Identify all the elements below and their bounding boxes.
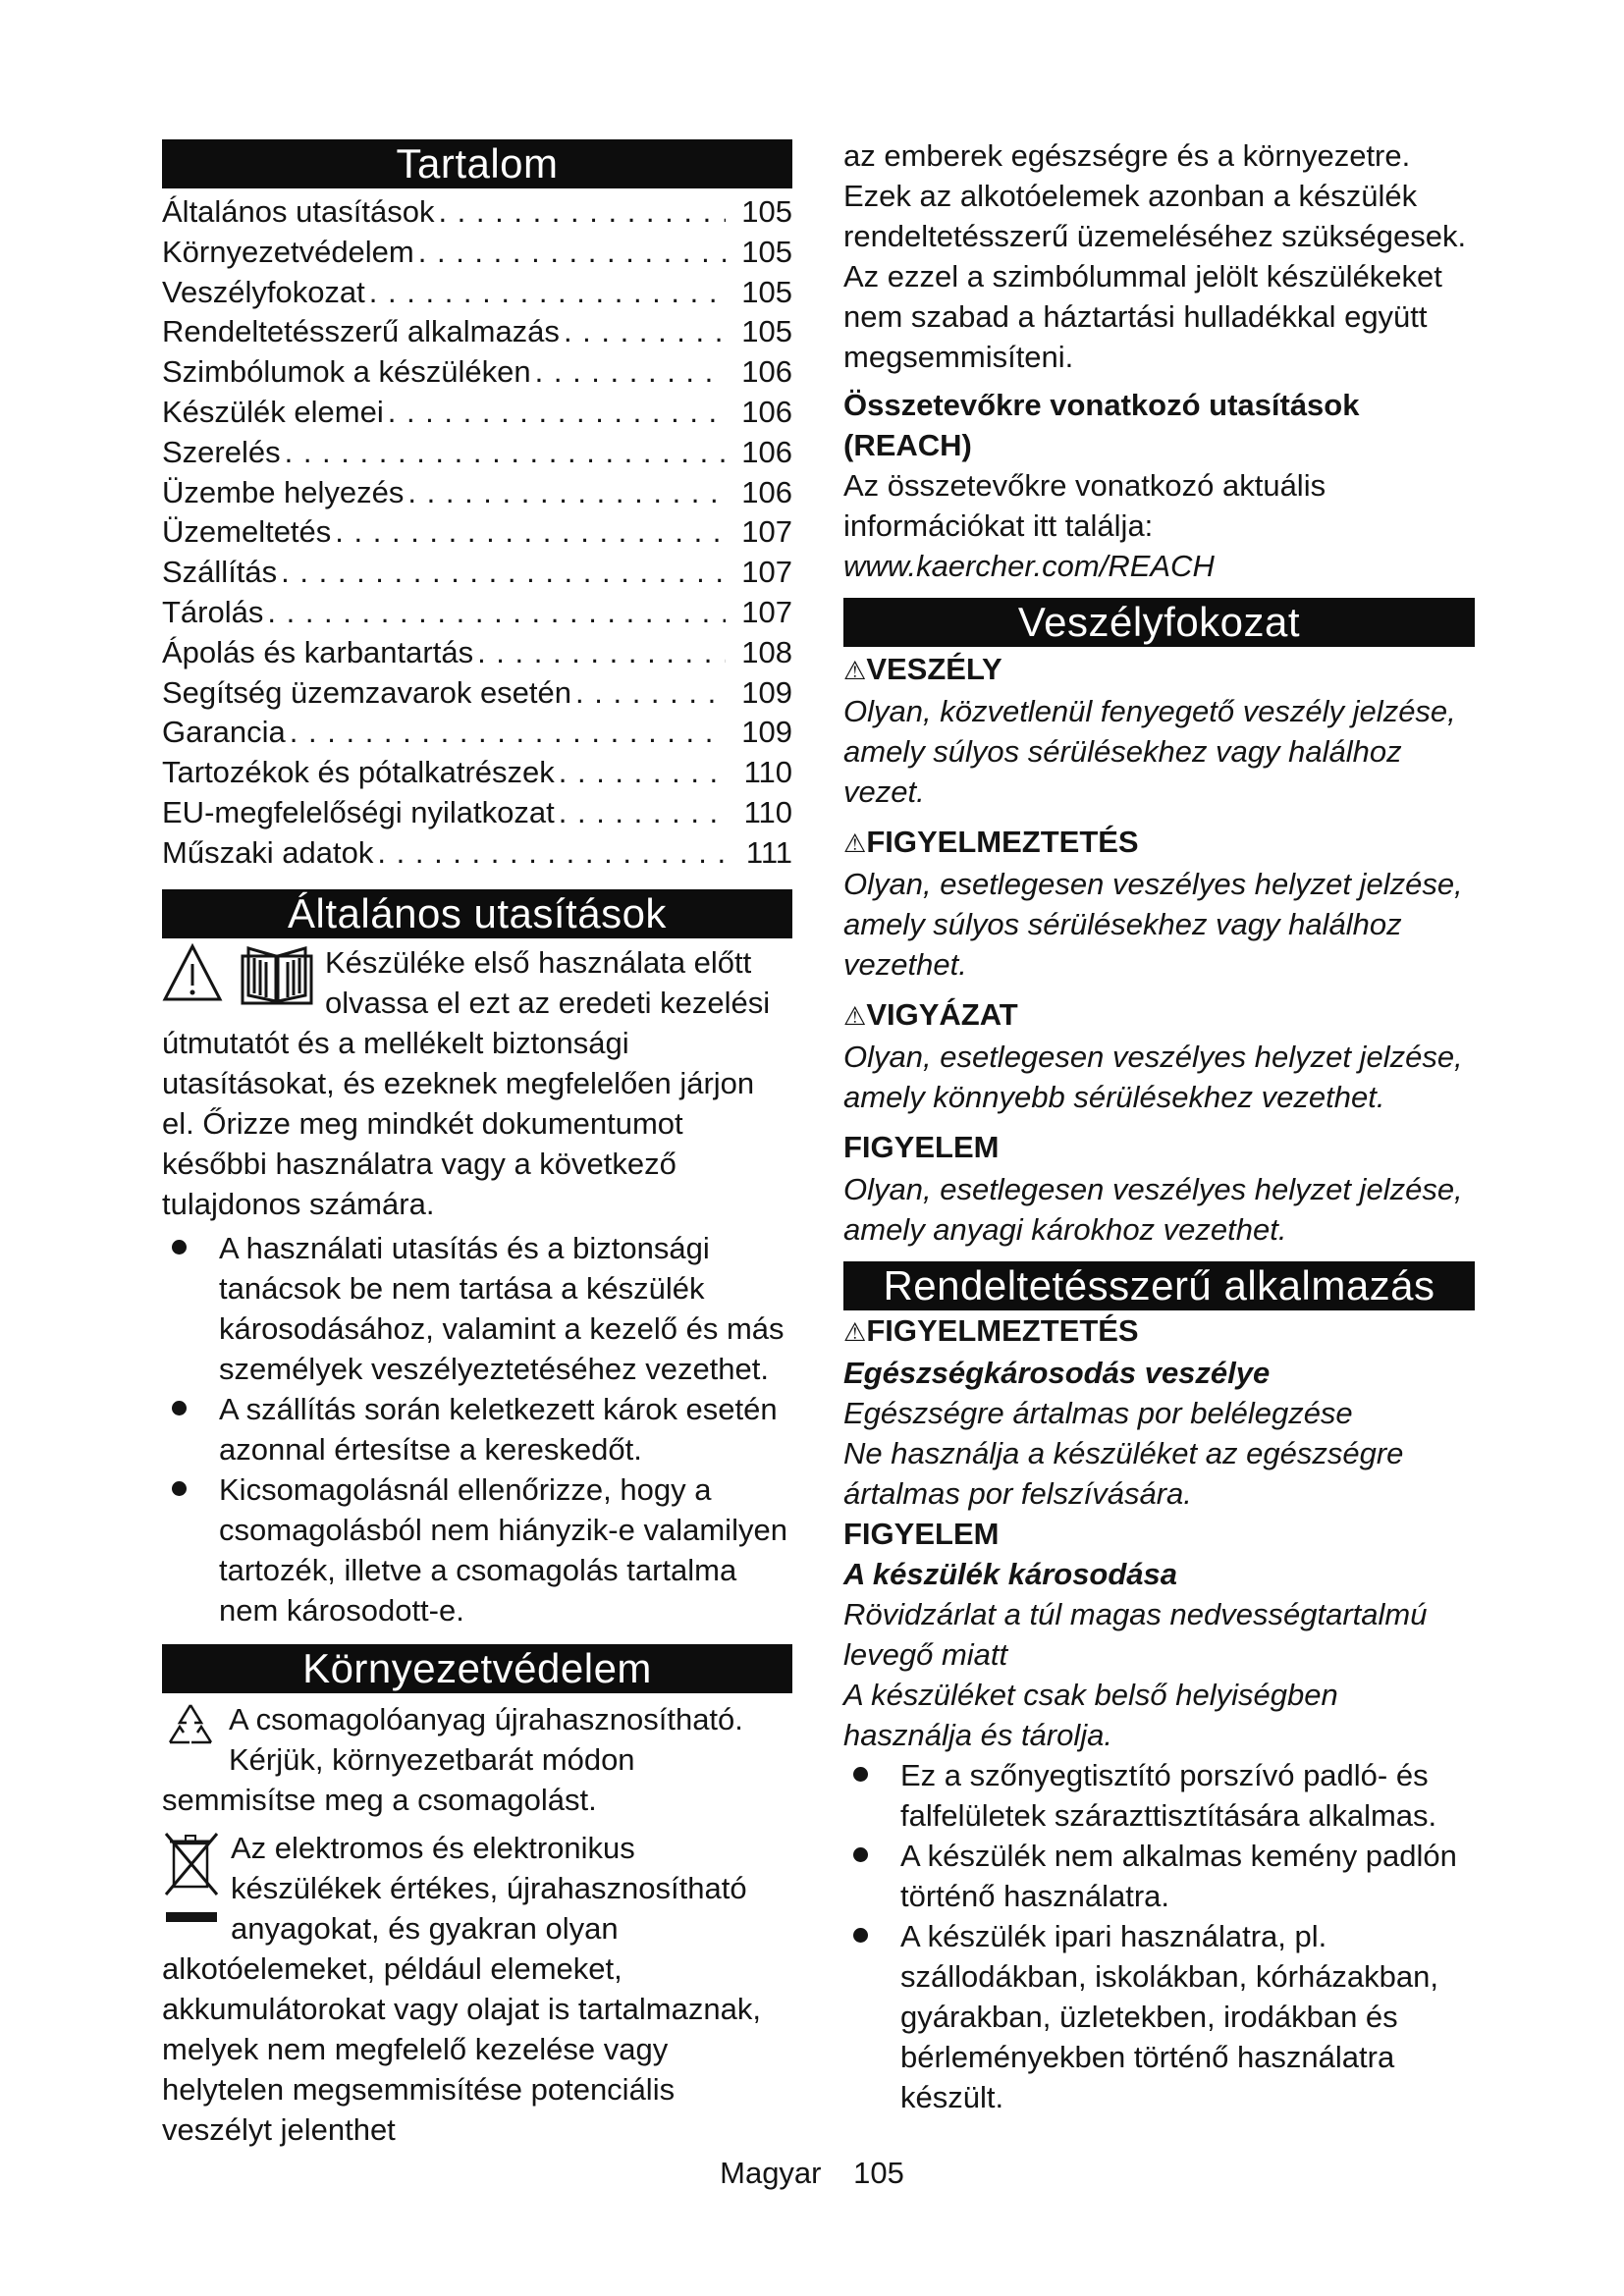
toc-leader-dots	[535, 352, 726, 393]
toc-entry-label: Tartozékok és pótalkatrészek	[162, 755, 555, 790]
toc-leader-dots	[564, 312, 726, 352]
toc-entry-label: Ápolás és karbantartás	[162, 634, 474, 669]
toc-heading: Tartalom	[162, 139, 792, 188]
bullet-item: A készülék ipari használatra, pl. szállodákban, iskolákban, kórházakban, gyárakban, üzletekben, irodákban és bérleményekben történő használatra készült.	[843, 1916, 1475, 2117]
left-column	[162, 139, 792, 2150]
toc-entry-label: Készülék elemei	[162, 394, 384, 429]
toc-entry[interactable]	[162, 393, 792, 433]
crossed-bin-icon	[162, 1828, 221, 1926]
intended-use-heading: Rendeltetésszerű alkalmazás	[843, 1261, 1475, 1310]
toc-leader-dots	[438, 192, 726, 233]
environment-heading: Környezetvédelem	[162, 1644, 792, 1693]
toc-entry[interactable]	[162, 233, 792, 273]
toc-entry-page: 109	[741, 715, 792, 750]
intended-notice-title: FIGYELEM	[843, 1517, 1000, 1551]
hazard-level-title: FIGYELEM	[843, 1130, 1000, 1164]
footer-page-number: 105	[853, 2156, 904, 2190]
intended-warning-title: ⚠FIGYELMEZTETÉS	[843, 1313, 1139, 1348]
intended-warning-line2: Ne használja a készüléket az egészségre ártalmas por felszívására.	[843, 1436, 1404, 1511]
toc-entry[interactable]	[162, 192, 792, 233]
hazard-level	[843, 994, 1475, 1117]
recycle-block	[162, 1699, 792, 1820]
toc-list	[162, 192, 792, 874]
toc-entry[interactable]	[162, 512, 792, 553]
toc-entry-label: Üzembe helyezés	[162, 474, 405, 509]
footer-language: Magyar	[720, 2156, 822, 2190]
warning-triangle-icon: ⚠	[843, 828, 867, 858]
toc-entry-label: Szimbólumok a készüléken	[162, 354, 531, 390]
intended-warning-line1: Egészségre ártalmas por belélegzése	[843, 1396, 1353, 1430]
warning-triangle-icon: ⚠	[843, 1317, 867, 1347]
toc-leader-dots	[559, 753, 726, 793]
toc-entry[interactable]	[162, 312, 792, 352]
toc-entry-page: 105	[741, 194, 792, 229]
hazard-level-text: Olyan, közvetlenül fenyegető veszély jelzése, amely súlyos sérülésekhez vagy halálhoz vezet.	[843, 694, 1456, 809]
warning-triangle-icon: ⚠	[843, 656, 867, 685]
toc-entry[interactable]	[162, 793, 792, 833]
toc-entry-label: Műszaki adatok	[162, 834, 374, 870]
toc-entry-page: 110	[743, 794, 792, 829]
right-column	[843, 135, 1475, 2117]
intended-warning-subtitle: Egészségkárosodás veszélye	[843, 1356, 1271, 1390]
toc-leader-dots	[388, 393, 726, 433]
toc-entry[interactable]	[162, 673, 792, 714]
hazard-level-text: Olyan, esetlegesen veszélyes helyzet jelzése, amely súlyos sérülésekhez vagy halálhoz vezethet.	[843, 867, 1463, 982]
toc-entry-label: Tárolás	[162, 594, 264, 629]
toc-leader-dots	[290, 713, 726, 753]
toc-entry-page: 111	[745, 834, 792, 870]
hazard-heading: Veszélyfokozat	[843, 598, 1475, 647]
toc-entry-page: 106	[741, 474, 792, 509]
toc-entry[interactable]	[162, 352, 792, 393]
general-intro-block	[162, 942, 792, 1224]
toc-entry[interactable]	[162, 633, 792, 673]
toc-entry[interactable]	[162, 273, 792, 313]
toc-leader-dots	[377, 833, 726, 874]
toc-entry-label: Garancia	[162, 715, 286, 750]
toc-entry[interactable]	[162, 713, 792, 753]
toc-entry[interactable]	[162, 433, 792, 473]
toc-leader-dots	[575, 673, 726, 714]
toc-leader-dots	[418, 233, 726, 273]
toc-entry[interactable]	[162, 473, 792, 513]
weee-text-left: Az elektromos és elektronikus készülékek értékes, újrahasznosítható anyagokat, és gyakran olyan alkotóelemeket, például elemeket, akkumulátorokat vagy olajat is tartalmaznak, melyek nem megfelelő kezelése vagy helytelen megsemmisítése potenciális veszélyt jelenthet	[162, 1830, 761, 2147]
toc-entry[interactable]	[162, 593, 792, 633]
general-intro-text: Készüléke első használata előtt olvassa el ezt az eredeti kezelési útmutatót és a mellékelt biztonsági utasításokat, és ezeknek megfelelően járjon el. Őrizze meg mindkét dokumentumot későbbi használatra vagy a következő tulajdonos számára.	[162, 944, 771, 1221]
toc-entry-page: 109	[741, 674, 792, 710]
warning-triangle-icon	[162, 942, 223, 1003]
recycle-text: A csomagolóanyag újrahasznosítható. Kérjük, környezetbarát módon semmisítse meg a csomagolást.	[162, 1701, 743, 1817]
reach-text: Az összetevőkre vonatkozó aktuális információkat itt találja:	[843, 468, 1326, 543]
bullet-item: A használati utasítás és a biztonsági tanácsok be nem tartása a készülék károsodásához, valamint a kezelő és más személyek veszélyeztetéséhez vezethet.	[162, 1228, 792, 1389]
intended-notice-line2: A készüléket csak belső helyiségben használja és tárolja.	[843, 1678, 1338, 1752]
hazard-level-title: ⚠VESZÉLY	[843, 652, 1002, 686]
toc-entry-page: 105	[741, 274, 792, 309]
toc-leader-dots	[407, 473, 726, 513]
toc-entry-label: Segítség üzemzavarok esetén	[162, 674, 572, 710]
toc-leader-dots	[281, 553, 726, 593]
toc-leader-dots	[477, 633, 726, 673]
reach-title: Összetevőkre vonatkozó utasítások (REACH)	[843, 388, 1360, 462]
toc-entry[interactable]	[162, 553, 792, 593]
toc-entry[interactable]	[162, 753, 792, 793]
toc-entry-label: EU-megfelelőségi nyilatkozat	[162, 794, 555, 829]
toc-entry-label: Rendeltetésszerű alkalmazás	[162, 314, 560, 349]
general-heading: Általános utasítások	[162, 889, 792, 938]
toc-entry-page: 110	[743, 755, 792, 790]
toc-entry-label: Szállítás	[162, 555, 278, 590]
hazard-level	[843, 822, 1475, 985]
bullet-item: Ez a szőnyegtisztító porszívó padló- és falfelületek szárazttisztítására alkalmas.	[843, 1755, 1475, 1836]
hazard-level-text: Olyan, esetlegesen veszélyes helyzet jelzése, amely könnyebb sérülésekhez vezethet.	[843, 1040, 1463, 1114]
toc-entry-page: 106	[741, 394, 792, 429]
toc-entry-label: Környezetvédelem	[162, 234, 414, 269]
toc-entry-page: 107	[741, 594, 792, 629]
toc-entry-page: 105	[741, 234, 792, 269]
toc-entry-page: 106	[741, 434, 792, 469]
hazard-level	[843, 649, 1475, 812]
bullet-item: Kicsomagolásnál ellenőrizze, hogy a csomagolásból nem hiányzik-e valamilyen tartozék, illetve a csomagolás tartalma nem károsodott-e.	[162, 1469, 792, 1630]
weee-text-right: az emberek egészségre és a környezetre. Ezek az alkotóelemek azonban a készülék rendeltetésszerű üzemeléséhez szükségesek. Az ezzel a szimbólummal jelölt készülékeket nem szabad a háztartási hulladékkal együtt megsemmisíteni.	[843, 138, 1467, 374]
toc-entry-label: Szerelés	[162, 434, 281, 469]
reach-paragraph	[843, 465, 1475, 586]
reach-link[interactable]: www.kaercher.com/REACH	[843, 549, 1215, 583]
toc-leader-dots	[559, 793, 726, 833]
page-footer	[0, 2156, 1624, 2191]
bullet-item: A szállítás során keletkezett károk esetén azonnal értesítse a kereskedőt.	[162, 1389, 792, 1469]
toc-entry-label: Veszélyfokozat	[162, 274, 365, 309]
intended-notice-line1: Rövidzárlat a túl magas nedvességtartalmú levegő miatt	[843, 1597, 1428, 1672]
manual-book-icon	[239, 942, 315, 1007]
hazard-level-title: ⚠FIGYELMEZTETÉS	[843, 825, 1139, 859]
toc-entry-page: 107	[741, 555, 792, 590]
toc-entry-page: 105	[741, 314, 792, 349]
hazard-list	[843, 649, 1475, 1250]
hazard-level-text: Olyan, esetlegesen veszélyes helyzet jelzése, amely anyagi károkhoz vezethet.	[843, 1172, 1463, 1247]
general-bullet-list	[162, 1228, 792, 1630]
intended-use-bullet-list	[843, 1755, 1475, 2117]
bullet-item: A készülék nem alkalmas kemény padlón történő használatra.	[843, 1836, 1475, 1916]
toc-entry-label: Általános utasítások	[162, 194, 435, 229]
warning-triangle-icon: ⚠	[843, 1001, 867, 1031]
hazard-level	[843, 1127, 1475, 1250]
toc-entry-page: 107	[741, 514, 792, 550]
toc-entry-page: 106	[741, 354, 792, 390]
toc-entry-page: 108	[741, 634, 792, 669]
toc-entry[interactable]	[162, 833, 792, 874]
toc-leader-dots	[335, 512, 726, 553]
toc-entry-label: Üzemeltetés	[162, 514, 332, 550]
hazard-level-title: ⚠VIGYÁZAT	[843, 997, 1018, 1032]
weee-block	[162, 1828, 792, 2150]
toc-leader-dots	[369, 273, 726, 313]
intended-notice-subtitle: A készülék károsodása	[843, 1557, 1178, 1591]
toc-leader-dots	[285, 433, 726, 473]
recycling-icon	[162, 1699, 219, 1756]
toc-leader-dots	[267, 593, 726, 633]
